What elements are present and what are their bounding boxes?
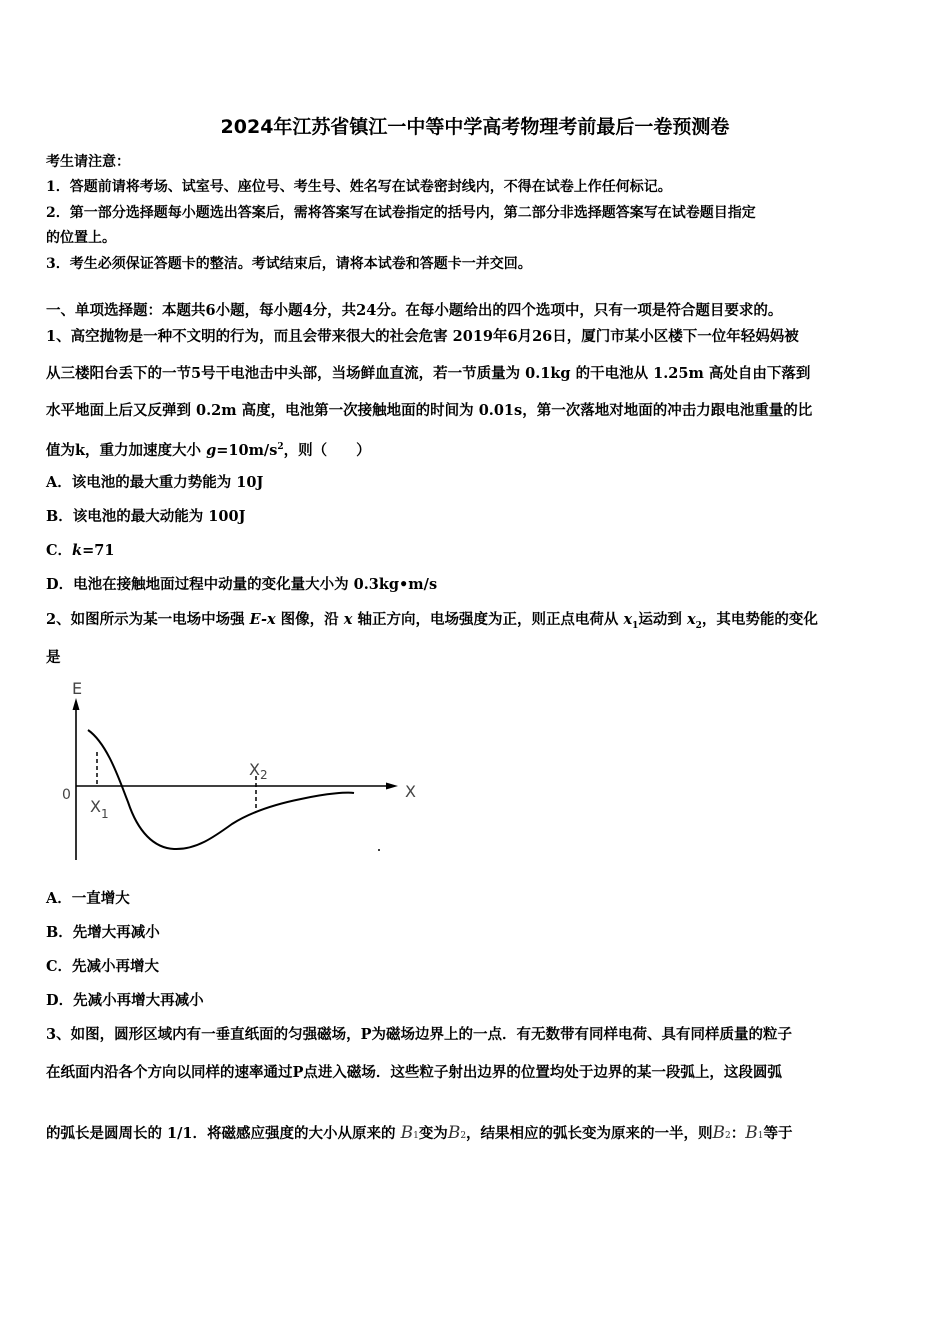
e-x-graph <box>56 672 426 872</box>
stray-dot <box>378 849 380 851</box>
q1-text: 从三楼阳台丢下的一节5号干电池击中头部，当场鲜血直流，若一节质量为 0.1kg 的干电池从 1.25m 高处自由下落到 <box>46 365 811 382</box>
x1-label: $X_1$ <box>90 797 109 821</box>
notice-item: 3．考生必须保证答题卡的整洁。考试结束后，请将本试卷和答题卡一并交回。 <box>46 256 532 272</box>
q1-option-d: D．电池在接触地面过程中动量的变化量大小为 0.3kg•m/s <box>46 576 438 593</box>
q1-option-a: A．该电池的最大重力势能为 10J <box>46 474 264 491</box>
e-x-curve <box>88 730 354 849</box>
q3-text: 的弧长是圆周长的 1/1．将磁感应强度的大小从原来的 B1变为B2，结果相应的弧长变为原来的一半，则B2：B1等于 <box>46 1123 793 1143</box>
q2-option-b: B．先增大再减小 <box>46 924 160 941</box>
q2-option-c: C．先减小再增大 <box>46 958 160 975</box>
notice-heading: 考生请注意： <box>46 154 130 170</box>
section-heading: 一、单项选择题：本题共6小题，每小题4分，共24分。在每小题给出的四个选项中，只有一项是符合题目要求的。 <box>46 302 783 319</box>
b1-symbol: B1 <box>745 1123 764 1143</box>
x-axis-arrow <box>386 783 398 790</box>
notice-item: 的位置上。 <box>46 230 116 246</box>
q1-text: 值为k，重力加速度大小 $g=10m/s^2$，则（ ） <box>46 441 371 459</box>
x2-label: $X_2$ <box>249 760 268 782</box>
b2-symbol: B2 <box>447 1123 467 1143</box>
q2-text: 2、如图所示为某一电场中场强 E-x 图像，沿 x 轴正方向，电场强度为正，则正点电荷从 $x_1$运动到 $x_2$，其电势能的变化 <box>46 611 818 631</box>
b1-symbol: B1 <box>400 1123 419 1143</box>
q1-option-b: B．该电池的最大动能为 100J <box>46 508 246 525</box>
q3-text: 3、如图，圆形区域内有一垂直纸面的匀强磁场，P为磁场边界上的一点．有无数带有同样电荷、具有同样质量的粒子 <box>46 1026 792 1043</box>
page-title: 2024年江苏省镇江一中等中学高考物理考前最后一卷预测卷 <box>220 116 730 138</box>
q2-option-d: D．先减小再增大再减小 <box>46 992 204 1009</box>
b2-symbol: B2 <box>712 1123 731 1143</box>
origin-label: 0 <box>62 787 71 803</box>
notice-item: 1．答题前请将考场、试室号、座位号、考生号、姓名写在试卷密封线内，不得在试卷上作任何标记。 <box>46 179 672 195</box>
q2-option-a: A．一直增大 <box>46 890 130 907</box>
y-axis-arrow <box>73 698 80 710</box>
notice-item: 2．第一部分选择题每小题选出答案后，需将答案写在试卷指定的括号内，第二部分非选择题答案写在试卷题目指定 <box>46 205 756 221</box>
q1-text: 1、高空抛物是一种不文明的行为，而且会带来很大的社会危害 2019年6月26日，厦门市某小区楼下一位年轻妈妈被 <box>46 328 799 345</box>
y-axis-label: E <box>72 679 83 698</box>
q1-option-c: C．k=71 <box>46 542 115 559</box>
q2-text: 是 <box>46 649 61 666</box>
q3-text: 在纸面内沿各个方向以同样的速率通过P点进入磁场．这些粒子射出边界的位置均处于边界的某一段弧上，这段圆弧 <box>46 1064 782 1081</box>
x-axis-label: X <box>405 782 416 801</box>
q1-text: 水平地面上后又反弹到 0.2m 高度，电池第一次接触地面的时间为 0.01s，第一次落地对地面的冲击力跟电池重量的比 <box>46 402 813 419</box>
